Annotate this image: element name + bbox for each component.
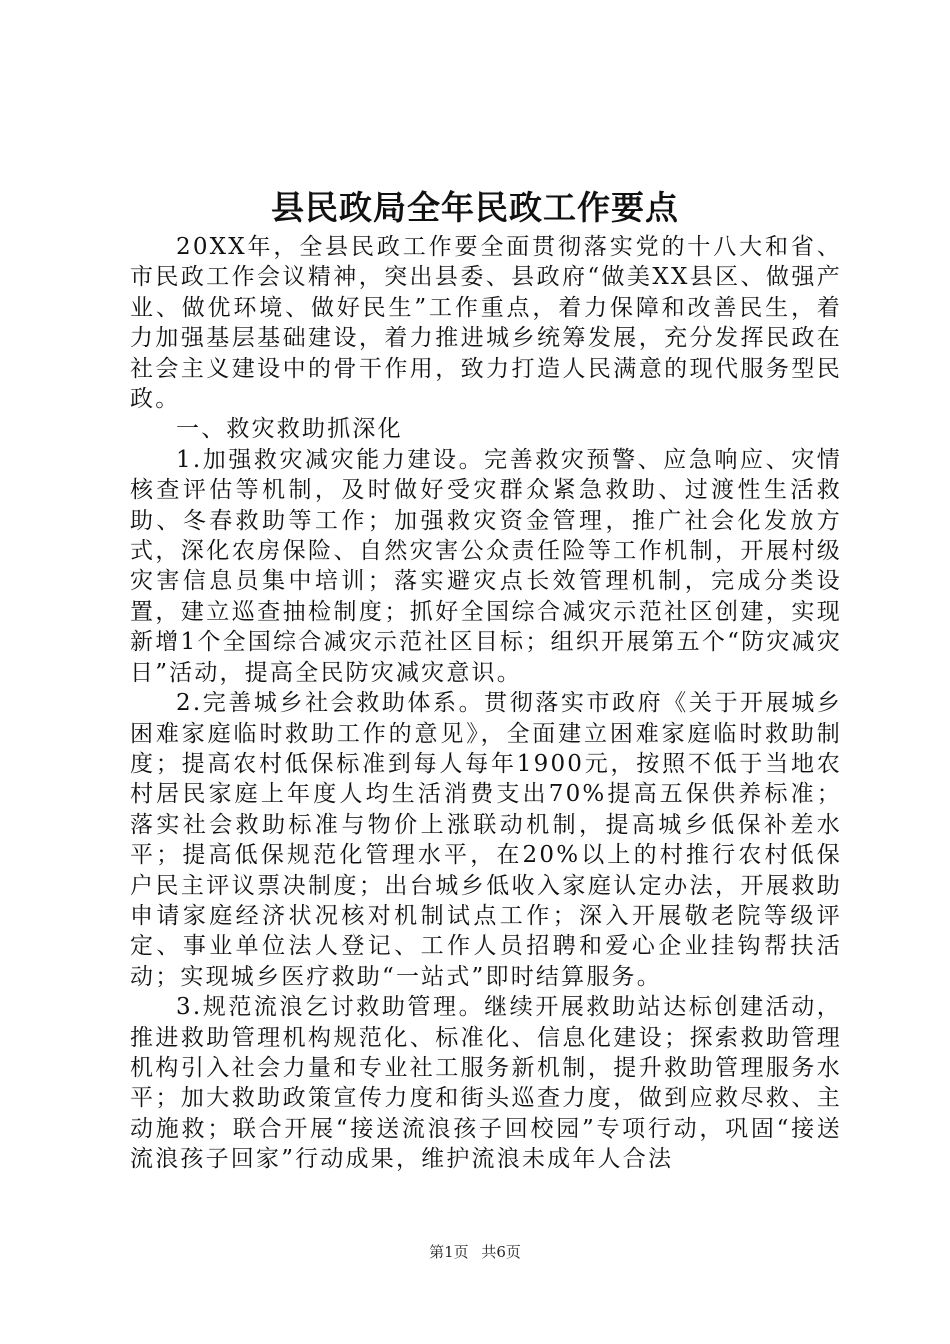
page-number: 第1页 xyxy=(429,1243,469,1261)
document-title: 县民政局全年民政工作要点 xyxy=(271,188,679,227)
intro-paragraph: 20XX年，全县民政工作要全面贯彻落实党的十八大和省、市民政工作会议精神，突出县委、县政府“做美XX县区、做强产业、做优环境、做好民生”工作重点，着力保障和改善民生，着力加强基层基础建设，着力推进城乡统筹发展，充分发挥民政在社会主义建设中的骨干作用，致力打造人民满意的现代服务型民政。 xyxy=(130,234,842,413)
page-footer xyxy=(0,1242,950,1262)
page-total: 共6页 xyxy=(481,1243,521,1261)
paragraph-2: 2.完善城乡社会救助体系。贯彻落实市政府《关于开展城乡困难家庭临时救助工作的意见》，全面建立困难家庭临时救助制度；提高农村低保标准到每人每年1900元，按照不低于当地农村居民家庭上年度人均生活消费支出70%提高五保供养标准；落实社会救助标准与物价上涨联动机制，提高城乡低保补差水平；提高低保规范化管理水平，在20%以上的村推行农村低保户民主评议票决制度；出台城乡低收入家庭认定办法，开展救助申请家庭经济状况核对机制试点工作；深入开展敬老院等级评定、事业单位法人登记、工作人员招聘和爱心企业挂钩帮扶活动；实现城乡医疗救助“一站式”即时结算服务。 xyxy=(130,690,842,990)
section-heading: 一、救灾救助抓深化 xyxy=(176,416,403,443)
paragraph-1: 1.加强救灾减灾能力建设。完善救灾预警、应急响应、灾情核查评估等机制，及时做好受灾群众紧急救助、过渡性生活救助、冬春救助等工作；加强救灾资金管理，推广社会化发放方式，深化农房保险、自然灾害公众责任险等工作机制，开展村级灾害信息员集中培训；落实避灾点长效管理机制，完成分类设置，建立巡查抽检制度；抓好全国综合减灾示范社区创建，实现新增1个全国综合减灾示范社区目标；组织开展第五个“防灾减灾日”活动，提高全民防灾减灾意识。 xyxy=(130,446,842,686)
document-body xyxy=(130,232,842,1175)
paragraph-3: 3.规范流浪乞讨救助管理。继续开展救助站达标创建活动，推进救助管理机构规范化、标准化、信息化建设；探索救助管理机构引入社会力量和专业社工服务新机制，提升救助管理服务水平；加大救助政策宣传力度和街头巡查力度，做到应救尽救、主动施救；联合开展“接送流浪孩子回校园”专项行动，巩固“接送流浪孩子回家”行动成果，维护流浪未成年人合法 xyxy=(130,994,842,1173)
